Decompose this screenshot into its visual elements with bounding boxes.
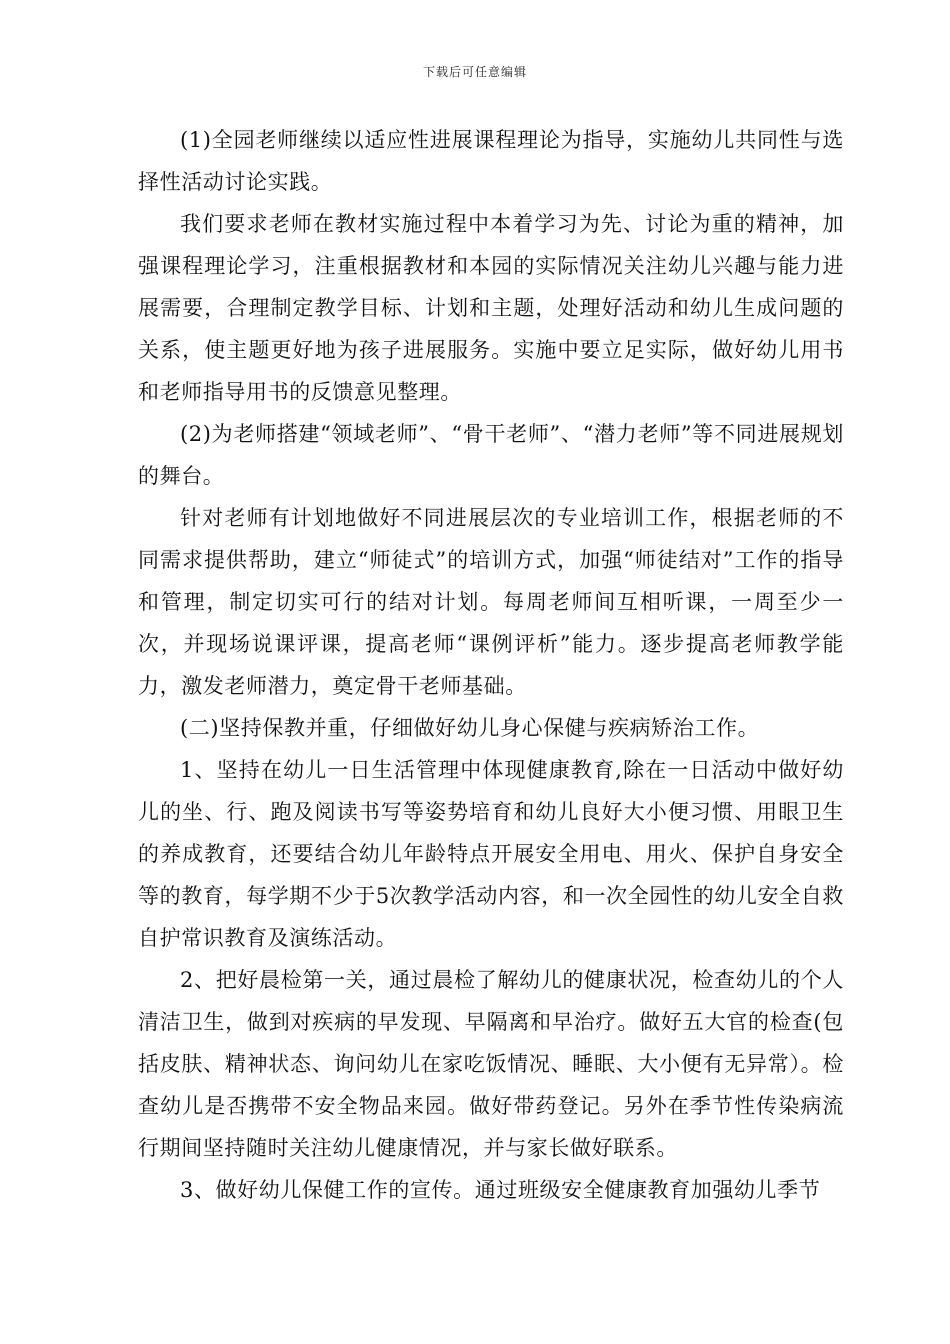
- paragraph-item-3: 3、做好幼儿保健工作的宣传。通过班级安全健康教育加强幼儿季节: [180, 1178, 821, 1202]
- paragraph-training-plan: 针对老师有计划地做好不同进展层次的专业培训工作，根据老师的不同需求提供帮助，建立“师徒式”的培训方式，加强“师徒结对”工作的指导和管理，制定切实可行的结对计划。每周老师间互相听课，一周至少一次，并现场说课评课，提高老师“课例评析”能力。逐步提高老师教学能力，激发老师潜力，奠定骨干老师基础。: [138, 506, 844, 698]
- paragraph-item-1: 1、坚持在幼儿一日生活管理中体现健康教育,除在一日活动中做好幼儿的坐、行、跑及阅读书写等姿势培育和幼儿良好大小便习惯、用眼卫生的养成教育，还要结合幼儿年龄特点开展安全用电、用火、保护自身安全等的教育，每学期不少于5次教学活动内容，和一次全园性的幼儿安全自救自护常识教育及演练活动。: [138, 758, 844, 950]
- paragraph-teacher-platform: (2)为老师搭建“领域老师”、“骨干老师”、“潜力老师”等不同进展规划的舞台。: [138, 422, 844, 488]
- document-body: [138, 119, 844, 1211]
- paragraph-teacher-requirements: 我们要求老师在教材实施过程中本着学习为先、讨论为重的精神，加强课程理论学习，注重根据教材和本园的实际情况关注幼儿兴趣与能力进展需要，合理制定教学目标、计划和主题，处理好活动和幼儿生成问题的关系，使主题更好地为孩子进展服务。实施中要立足实际，做好幼儿用书和老师指导用书的反馈意见整理。: [138, 212, 844, 404]
- paragraph-health-care-heading: (二)坚持保教并重，仔细做好幼儿身心保健与疾病矫治工作。: [180, 716, 760, 740]
- paragraph-curriculum-guidance: (1)全园老师继续以适应性进展课程理论为指导，实施幼儿共同性与选择性活动讨论实践。: [138, 128, 844, 194]
- paragraph-item-2: 2、把好晨检第一关，通过晨检了解幼儿的健康状况，检查幼儿的个人清洁卫生，做到对疾病的早发现、早隔离和早治疗。做好五大官的检查(包括皮肤、精神状态、询问幼儿在家吃饭情况、睡眠、大小便有无异常）。检查幼儿是否携带不安全物品来园。做好带药登记。另外在季节性传染病流行期间坚持随时关注幼儿健康情况，并与家长做好联系。: [138, 968, 844, 1160]
- page-header-note: 下载后可任意编辑: [422, 65, 527, 79]
